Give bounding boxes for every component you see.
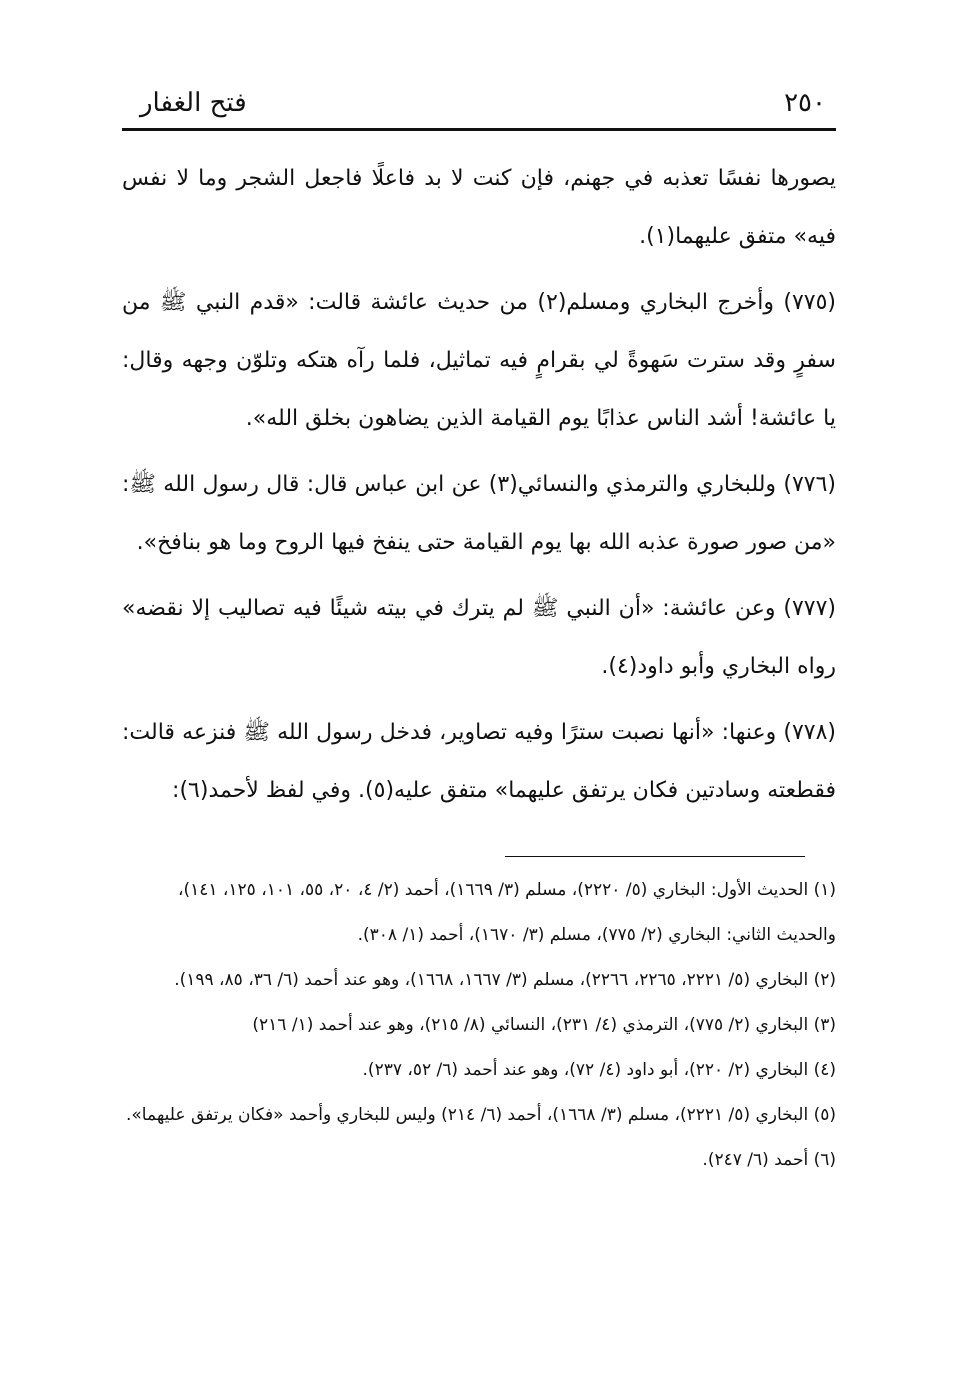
main-text [122,150,836,828]
footnotes [122,868,836,1183]
hadith-776: (٧٧٦) وللبخاري والترمذي والنسائي(٣) عن ابن عباس قال: قال رسول الله ﷺ: «من صور صورة عذبه الله بها يوم القيامة حتى ينفخ فيها الروح وما هو بنافخ». [122,472,837,555]
footnote-4: (٤) البخاري (٢/ ٢٢٠)، أبو داود (٤/ ٧٢)، وهو عند أحمد (٦/ ٥٢، ٢٣٧). [362,1060,836,1080]
hadith-777: (٧٧٧) وعن عائشة: «أن النبي ﷺ لم يترك في بيته شيئًا فيه تصاليب إلا نقضه» رواه البخاري وأبو داود(٤). [122,596,836,679]
footnote-1: (١) الحديث الأول: البخاري (٥/ ٢٢٢٠)، مسلم (٣/ ١٦٦٩)، أحمد (٢/ ٤، ٢٠، ٥٥، ١٠١، ١٢٥، ١٤١)، والحديث الثاني: البخاري (٢/ ٧٧٥)، مسلم (٣/ ١٦٧٠)، أحمد (١/ ٣٠٨). [178,880,836,945]
header-rule [122,128,836,131]
page-number: ٢٥٠ [784,88,826,118]
footnote-3: (٣) البخاري (٢/ ٧٧٥)، الترمذي (٤/ ٢٣١)، النسائي (٨/ ٢١٥)، وهو عند أحمد (١/ ٢١٦) [252,1015,836,1035]
footnote-6: (٦) أحمد (٦/ ٢٤٧). [702,1150,836,1170]
footnote-5: (٥) البخاري (٥/ ٢٢٢١)، مسلم (٣/ ١٦٦٨)، أحمد (٦/ ٢١٤) وليس للبخاري وأحمد «فكان يرتفق عليهما». [126,1105,836,1125]
hadith-778: (٧٧٨) وعنها: «أنها نصبت سترًا وفيه تصاوير، فدخل رسول الله ﷺ فنزعه قالت: فقطعته وسادتين فكان يرتفق عليهما» متفق عليه(٥). وفي لفظ لأحمد(٦): [122,720,836,803]
running-title: فتح الغفار [140,88,247,118]
paragraph-continuation: يصورها نفسًا تعذبه في جهنم، فإن كنت لا بد فاعلًا فاجعل الشجر وما لا نفس فيه» متفق عليهما(١). [122,166,836,249]
footnote-2: (٢) البخاري (٥/ ٢٢٢١، ٢٢٦٥، ٢٢٦٦)، مسلم (٣/ ١٦٦٧، ١٦٦٨)، وهو عند أحمد (٦/ ٣٦، ٨٥، ١٩٩). [174,970,836,990]
page-header [120,84,832,128]
footnote-rule [505,856,805,857]
hadith-775: (٧٧٥) وأخرج البخاري ومسلم(٢) من حديث عائشة قالت: «قدم النبي ﷺ من سفرٍ وقد سترت سَهوةً لي بقرامٍ فيه تماثيل، فلما رآه هتكه وتلوّن وجهه وقال: يا عائشة! أشد الناس عذابًا يوم القيامة الذين يضاهون بخلق الله». [122,290,836,431]
